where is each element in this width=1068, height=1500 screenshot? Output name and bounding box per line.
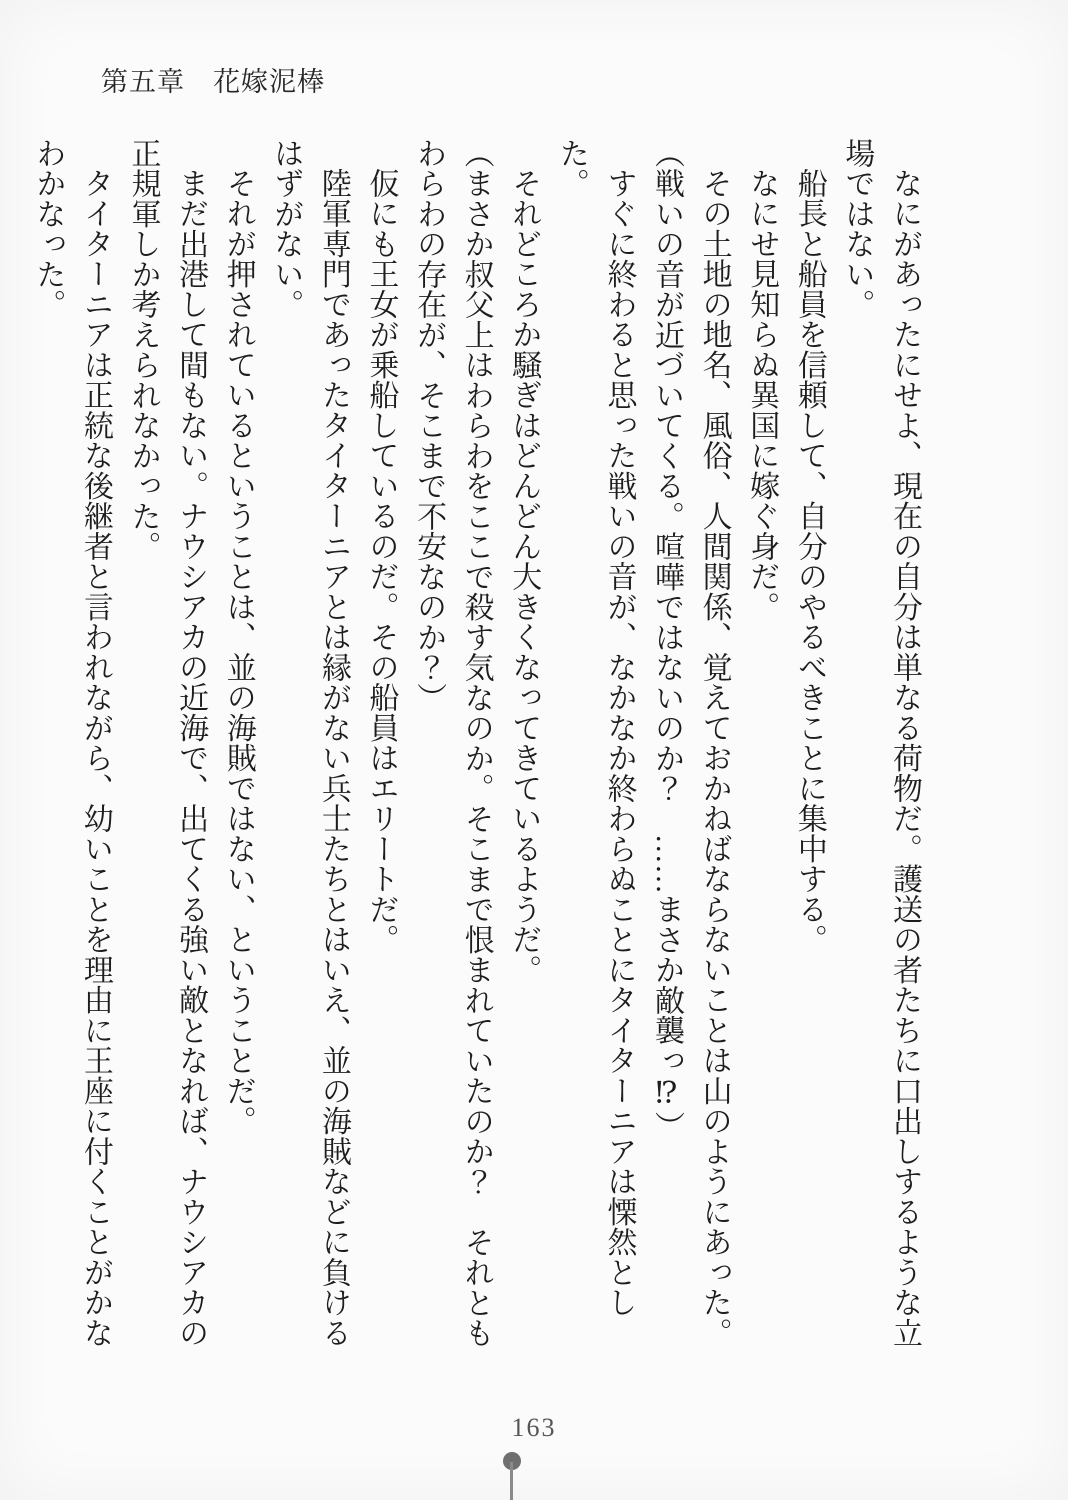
paragraph: その土地の地名、風俗、人間関係、覚えておかねばならないことは山のようにあった。 bbox=[697, 168, 731, 1348]
chapter-header: 第五章 花嫁泥棒 bbox=[101, 67, 325, 97]
page-ornament-line bbox=[510, 1462, 513, 1500]
paragraph: 仮にも王女が乗船しているのだ。その船員はエリートだ。 bbox=[364, 168, 398, 955]
paragraph: 陸軍専門であったタイターニアとは縁がない兵士たちとはいえ、並の海賊などに負けるはずがない。 bbox=[269, 138, 350, 1348]
page-number: 163 bbox=[511, 1413, 557, 1442]
paragraph-inner-monologue: （まさか叔父上はわらわをここで殺す気なのか。そこまで恨まれていたのか？ それともわらわの存在が、そこまで不安なのか？） bbox=[412, 138, 493, 1348]
body-text bbox=[31, 138, 928, 1350]
paragraph: すぐに終わると思った戦いの音が、なかなか終わらぬことにタイターニアは慄然とした。 bbox=[554, 138, 636, 1318]
paragraph: タイターニアは正統な後継者と言われながら、幼いことを理由に王座に付くことがかなわかなった。 bbox=[31, 138, 112, 1348]
paragraph: それどころか騒ぎはどんどん大きくなってきているようだ。 bbox=[507, 168, 541, 985]
paragraph: なにがあったにせよ、現在の自分は単なる荷物だ。護送の者たちに口出しするような立場ではない。 bbox=[840, 138, 921, 1348]
paragraph: なにせ見知らぬ異国に嫁ぐ身だ。 bbox=[745, 168, 779, 622]
paragraph-inner-monologue: （戦いの音が近づいてくる。喧嘩ではないのか？ ……まさか敵襲っ⁉） bbox=[650, 138, 684, 1142]
paragraph: まだ出港して間もない。ナウシアカの近海で、出てくる強い敵となれば、ナウシアカの正規軍しか考えられなかった。 bbox=[126, 138, 208, 1348]
paragraph: 船長と船員を信頼して、自分のやるべきことに集中する。 bbox=[792, 168, 826, 955]
paragraph: それが押されているということは、並の海賊ではない、ということだ。 bbox=[221, 168, 255, 1136]
